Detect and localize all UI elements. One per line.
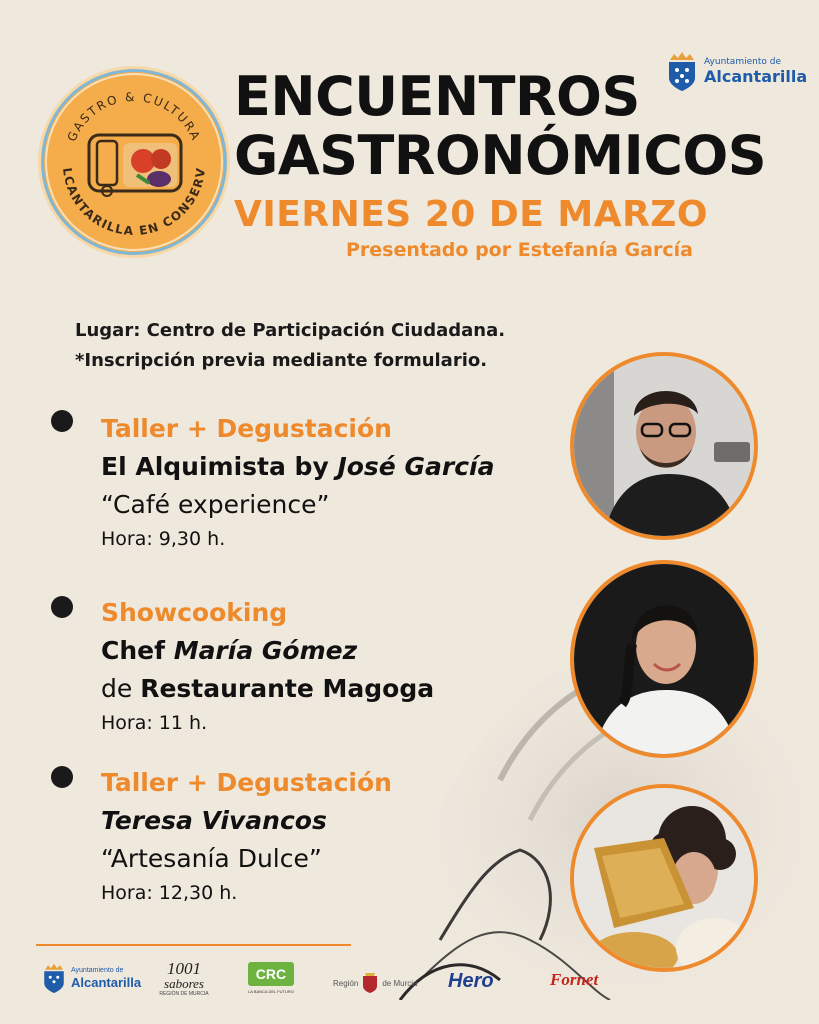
region-right-text: de Murcia (382, 978, 418, 988)
footer-ayto-small: Ayuntamiento de (71, 967, 124, 974)
crc-text: CRC (248, 962, 294, 986)
bullet-icon (51, 410, 73, 432)
portrait-graphic (574, 564, 754, 754)
event-subtitle (101, 670, 434, 708)
bullet-icon (51, 596, 73, 618)
event-time: Hora: 9,30 h. (101, 528, 226, 550)
footer-crc-logo (248, 962, 294, 994)
footer-ayto-logo (42, 962, 141, 994)
event-host (101, 632, 434, 670)
badge-top-text: GASTRO & CULTURA (64, 89, 204, 144)
event-subtitle-prefix: de (101, 674, 141, 703)
event-category: Showcooking (101, 598, 288, 627)
ayto-small-text: Ayuntamiento de (704, 56, 781, 67)
ayuntamiento-logo (666, 50, 807, 92)
event-time: Hora: 12,30 h. (101, 882, 238, 904)
footer-divider (36, 944, 351, 946)
coat-of-arms-icon (42, 962, 66, 994)
gastro-cultura-badge (38, 66, 230, 258)
title-line-1: ENCUENTROS (234, 65, 640, 128)
event-host-name: Teresa Vivancos (101, 806, 327, 835)
event-time: Hora: 11 h. (101, 712, 208, 734)
badge-graphic (41, 69, 227, 255)
event-subtitle: “Café experience” (101, 490, 330, 519)
event-category: Taller + Degustación (101, 768, 392, 797)
bullet-icon (51, 766, 73, 788)
footer-ayto-big: Alcantarilla (71, 975, 142, 990)
footer-region-murcia-logo (333, 972, 417, 994)
event-item (101, 410, 494, 554)
footer-fornet-logo: Fornet (550, 970, 599, 989)
event-host-prefix: El Alquimista by (101, 452, 338, 481)
event-category: Taller + Degustación (101, 414, 392, 443)
event-host-name: María Gómez (173, 636, 358, 665)
photo-maria-gomez (570, 560, 758, 758)
info-place: Lugar: Centro de Participación Ciudadana. (75, 320, 506, 341)
murcia-shield-icon (362, 972, 378, 994)
portrait-graphic (574, 788, 754, 968)
sabores-word: sabores (164, 976, 204, 991)
event-date: VIERNES 20 DE MARZO (234, 194, 709, 235)
event-subtitle: “Artesanía Dulce” (101, 844, 322, 873)
event-restaurant: Restaurante Magoga (140, 674, 435, 703)
crc-sub: LA BANCA DEL FUTURO (248, 989, 294, 994)
event-item (101, 594, 434, 738)
info-registration: *Inscripción previa mediante formulario. (75, 350, 488, 371)
badge-bottom-text: LCANTARILLA EN CONSERV (60, 166, 209, 239)
ayto-big-text: Alcantarilla (704, 66, 808, 86)
sabores-number: 1001 (167, 959, 201, 978)
sabores-region: REGIÓN DE MURCIA (159, 991, 209, 997)
photo-jose-garcia (570, 352, 758, 540)
event-host-prefix: Chef (101, 636, 174, 665)
portrait-graphic (574, 356, 754, 536)
title-line-2: GASTRONÓMICOS (234, 124, 767, 187)
event-host (101, 802, 392, 840)
info-block (75, 316, 505, 376)
event-host-name: José García (337, 452, 495, 481)
event-host (101, 448, 494, 486)
footer-hero-logo: Hero (448, 970, 494, 992)
region-left-text: Región (333, 978, 359, 988)
photo-teresa-vivancos (570, 784, 758, 972)
presenter-line: Presentado por Estefanía García (346, 239, 693, 261)
coat-of-arms-icon (666, 50, 698, 92)
event-item (101, 764, 392, 908)
footer-1001-sabores-logo (154, 960, 214, 998)
